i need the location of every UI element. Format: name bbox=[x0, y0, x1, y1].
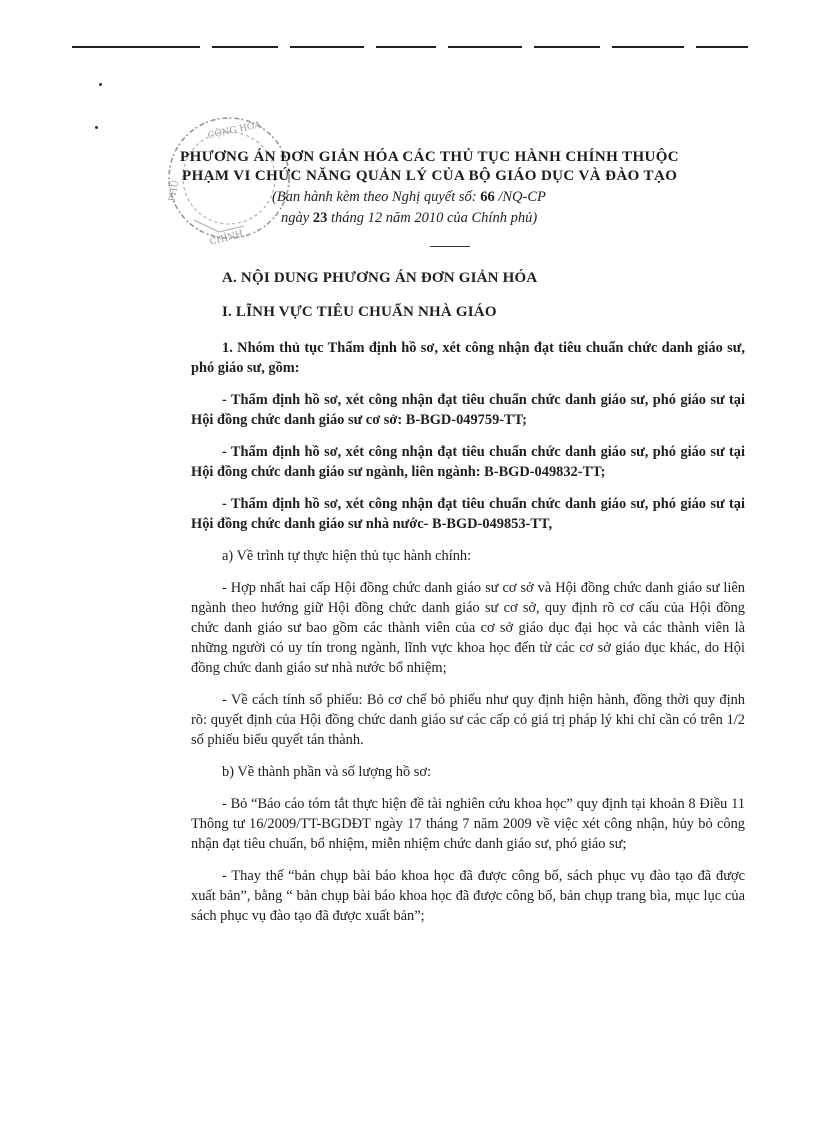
scan-speck bbox=[95, 126, 98, 129]
procedure-3: - Thẩm định hồ sơ, xét công nhận đạt tiêu chuẩn chức danh giáo sư, phó giáo sư tại Hội đồng chức danh giáo sư nhà nước- B-BGD-049853-TT, bbox=[191, 496, 745, 532]
title-line-1: PHƯƠNG ÁN ĐƠN GIẢN HÓA CÁC THỦ TỤC HÀNH CHÍNH THUỘC bbox=[180, 149, 680, 165]
separator-dash bbox=[430, 246, 470, 247]
seal-left-text: PHỦ bbox=[167, 179, 182, 203]
subsection-b-item-1: - Bỏ “Báo cáo tóm tắt thực hiện đề tài nghiên cứu khoa học” quy định tại khoản 8 Điều 11 Thông tư 16/2009/TT-BGDĐT ngày 17 tháng 7 năm 2009 về việc xét công nhận, hủy bỏ công nhận đạt tiêu chuẩn, bổ nhiệm, miễn nhiệm chức danh giáo sư, phó giáo sư; bbox=[191, 796, 745, 852]
document-title bbox=[180, 148, 740, 186]
subsection-b-item-2: - Thay thế “bản chụp bài báo khoa học đã được công bố, sách phục vụ đào tạo đã được xuất bản”, bằng “ bản chụp bài báo khoa học đã được công bố, bản chụp trang bìa, mục lục của sách phục vụ đào tạo đã được xuất bản”; bbox=[191, 868, 745, 924]
seal-top-text: CỘNG HÒA bbox=[207, 120, 262, 142]
subsection-b-heading: b) Về thành phần và số lượng hồ sơ: bbox=[222, 764, 432, 780]
header-rule bbox=[72, 46, 748, 50]
subtitle-suffix: /NQ-CP bbox=[498, 189, 546, 205]
group-1-heading: 1. Nhóm thủ tục Thẩm định hồ sơ, xét công nhận đạt tiêu chuẩn chức danh giáo sư, phó giáo sư, gồm: bbox=[191, 340, 745, 376]
resolution-number: 66 bbox=[480, 189, 495, 205]
subtitle-line-1 bbox=[272, 187, 692, 208]
scan-speck bbox=[99, 83, 102, 86]
subtitle-prefix: (Ban hành kèm theo Nghị quyết số: bbox=[272, 189, 477, 205]
document-subtitle bbox=[272, 187, 692, 229]
seal-bottom-text: CHÍNH bbox=[208, 229, 245, 248]
subsection-a-item-2: - Về cách tính số phiếu: Bỏ cơ chế bỏ phiếu như quy định hiện hành, đồng thời quy định rõ: quyết định của Hội đồng chức danh giáo sư các cấp có giá trị pháp lý khi chỉ cần có trên 1/2 số phiếu biểu quyết tán thành. bbox=[191, 692, 745, 748]
document-body bbox=[191, 268, 745, 938]
date-prefix: ngày bbox=[281, 210, 310, 226]
section-i-heading: I. LĨNH VỰC TIÊU CHUẨN NHÀ GIÁO bbox=[222, 304, 497, 320]
procedure-1: - Thẩm định hồ sơ, xét công nhận đạt tiêu chuẩn chức danh giáo sư, phó giáo sư tại Hội đồng chức danh giáo sư cơ sở: B-BGD-049759-TT; bbox=[191, 392, 745, 428]
subtitle-line-2 bbox=[272, 208, 692, 229]
date-day: 23 bbox=[312, 210, 328, 226]
subsection-a-item-1: - Hợp nhất hai cấp Hội đồng chức danh giáo sư cơ sở và Hội đồng chức danh giáo sư liên ngành theo hướng giữ Hội đồng chức danh giáo sư cơ sở, quy định rõ cơ cấu của Hội đồng chức danh giáo sư bao gồm các thành viên của cơ sở giáo dục đại học và các thành viên là những người có uy tín trong ngành, lĩnh vực khoa học đến từ các cơ sở giáo dục khác, do Hội đồng chức danh giáo sư nhà nước bổ nhiệm; bbox=[191, 580, 745, 676]
date-suffix: tháng 12 năm 2010 của Chính phủ) bbox=[330, 210, 538, 226]
section-a-heading: A. NỘI DUNG PHƯƠNG ÁN ĐƠN GIẢN HÓA bbox=[222, 270, 538, 286]
procedure-2: - Thẩm định hồ sơ, xét công nhận đạt tiêu chuẩn chức danh giáo sư, phó giáo sư tại Hội đồng chức danh giáo sư ngành, liên ngành: B-BGD-049832-TT; bbox=[191, 444, 745, 480]
subsection-a-heading: a) Về trình tự thực hiện thủ tục hành chính: bbox=[222, 548, 472, 564]
title-line-2: PHẠM VI CHỨC NĂNG QUẢN LÝ CỦA BỘ GIÁO DỤC VÀ ĐÀO TẠO bbox=[182, 168, 678, 184]
